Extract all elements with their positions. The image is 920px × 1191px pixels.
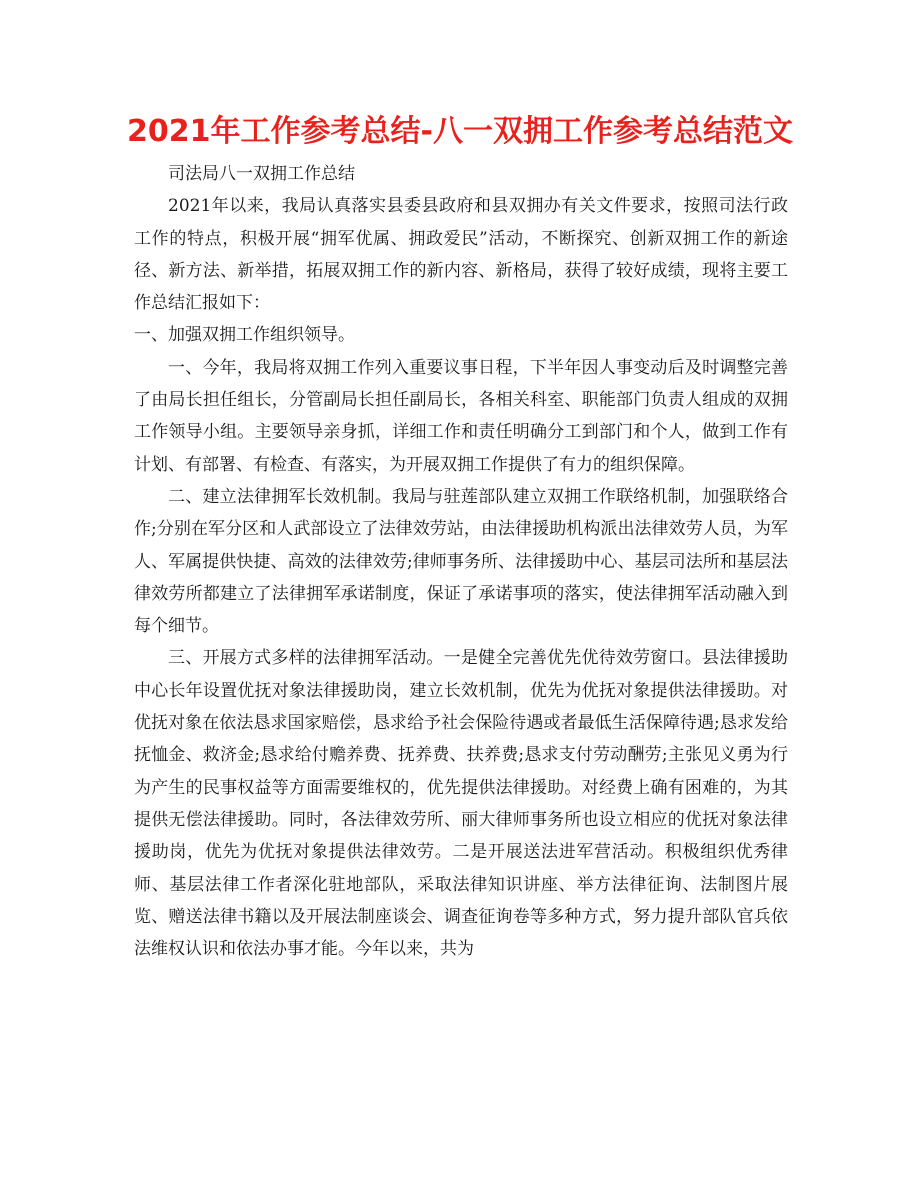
intro-paragraph: 2021年以来，我局认真落实县委县政府和县双拥办有关文件要求，按照司法行政工作的特点，积极开展“拥军优属、拥政爱民”活动，不断探究、创新双拥工作的新途径、新方法、新举措，拓展双拥工作的新内容、新格局，获得了较好成绩，现将主要工作总结汇报如下：	[134, 196, 788, 314]
body-paragraph: 三、开展方式多样的法律拥军活动。一是健全完善优先优待效劳窗口。县法律援助中心长年设置优抚对象法律援助岗，建立长效机制，优先为优抚对象提供法律援助。对优抚对象在依法恳求国家赔偿，恳求给予社会保险待遇或者最低生活保障待遇;恳求发给抚恤金、救济金;恳求给付赡养费、抚养费、扶养费;恳求支付劳动酬劳;主张见义勇为行为产生的民事权益等方面需要维权的，优先提供法律援助。对经费上确有困难的，为其提供无偿法律援助。同时，各法律效劳所、丽大律师事务所也设立相应的优抚对象法律援助岗，优先为优抚对象提供法律效劳。二是开展送法进军营活动。积极组织优秀律师、基层法律工作者深化驻地部队，采取法律知识讲座、举方法律征询、法制图片展览、赠送法律书籍以及开展法制座谈会、调查征询卷等多种方式，努力提升部队官兵依法维权认识和依法办事才能。今年以来，共为	[134, 648, 788, 960]
document-title: 2021年工作参考总结-八一双拥工作参考总结范文	[127, 114, 793, 149]
body-paragraph: 一、今年，我局将双拥工作列入重要议事日程，下半年因人事变动后及时调整完善了由局长担任组长，分管副局长担任副局长，各相关科室、职能部门负责人组成的双拥工作领导小组。主要领导亲身抓，详细工作和责任明确分工到部门和个人，做到工作有计划、有部署、有检查、有落实，为开展双拥工作提供了有力的组织保障。	[134, 357, 788, 475]
subtitle-paragraph: 司法局八一双拥工作总结	[168, 164, 355, 184]
section-heading: 一、加强双拥工作组织领导。	[134, 325, 355, 346]
body-paragraph: 二、建立法律拥军长效机制。我局与驻莲部队建立双拥工作联络机制，加强联络合作;分别在军分区和人武部设立了法律效劳站，由法律援助机构派出法律效劳人员，为军人、军属提供快捷、高效的法律效劳;律师事务所、法律援助中心、基层司法所和基层法律效劳所都建立了法律拥军承诺制度，保证了承诺事项的落实，使法律拥军活动融入到每个细节。	[134, 486, 788, 637]
document-body	[134, 158, 788, 965]
